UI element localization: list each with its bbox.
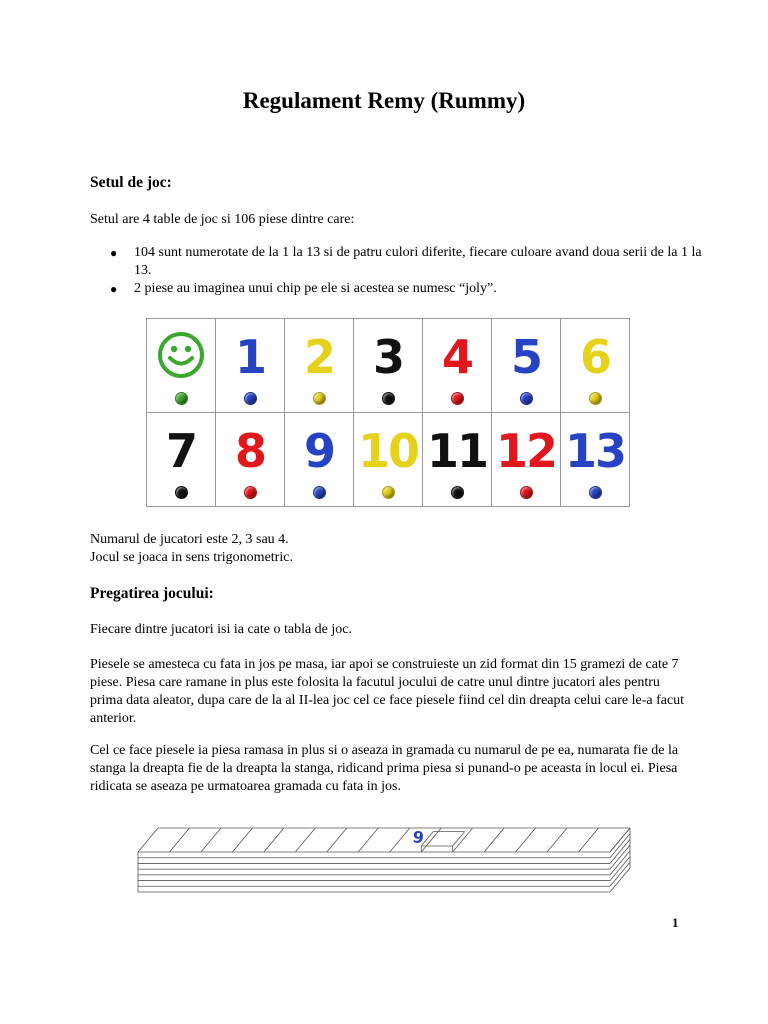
tile [423,319,492,413]
tile-color-dot [520,486,533,499]
tile-color-dot [382,486,395,499]
section-heading-prep: Pregatirea jocului: [90,585,214,602]
list-item: ● 2 piese au imaginea unui chip pe ele si acestea se numesc “joly”. [110,281,497,296]
tile-color-dot [451,486,464,499]
tile-color-dot [520,392,533,405]
tile-number: 3 [372,330,403,384]
tile [354,413,423,507]
tile-color-dot [244,486,257,499]
tile [285,319,354,413]
tile-color-dot [589,486,602,499]
tile [492,413,561,507]
tile-wall-figure [134,816,634,896]
tile [216,319,285,413]
tile-color-dot [589,392,602,405]
tile [423,413,492,507]
tile [147,413,216,507]
prep-para-2: Piesele se amesteca cu fata in jos pe masa, iar apoi se construieste un zid format din 15 gramezi de cate 7 piese. Piesa care ramane in plus este folosita la facutul jocului de catre unul dintre jucatori ales pentru prima data aleator, dupa care de la al II-lea joc cel ce face piesele fiind cel din dreapta celui care le-a facut anterior. [90,657,685,726]
prep-para-3: Cel ce face piesele ia piesa ramasa in plus si o aseaza in gramada cu numarul de pe ea, numarata fie de la stanga la dreapta fie de la dreapta la stanga, ridicand prima piesa si punand-o pe aceasta in locul ei. Piesa ridicata se aseaza pe urmatoarea gramada cu fata in jos. [90,743,679,794]
tile-number: 11 [426,424,487,478]
set-intro: Setul are 4 table de joc si 106 piese dintre care: [90,212,355,227]
tile-number: 2 [303,330,334,384]
tile-number: 6 [579,330,610,384]
tile [147,319,216,413]
smiley-icon [157,331,205,379]
tile-number: 5 [510,330,541,384]
page-number: 1 [672,915,679,930]
tile-color-dot [382,392,395,405]
play-direction: Jocul se joaca in sens trigonometric. [90,550,293,565]
section-heading-set: Setul de joc: [90,174,172,191]
tile [561,413,630,507]
bullet-list [106,244,706,298]
tile [354,319,423,413]
tile-number: 12 [495,424,556,478]
tile [492,319,561,413]
tile [216,413,285,507]
prep-para-1: Fiecare dintre jucatori isi ia cate o tabla de joc. [90,622,352,637]
tile-color-dot [244,392,257,405]
tile-number: 1 [234,330,265,384]
tile-number: 4 [441,330,472,384]
tile-number: 9 [303,424,334,478]
tile-color-dot [451,392,464,405]
tile-number: 10 [357,424,418,478]
tiles-figure [146,318,630,507]
tile-color-dot [313,392,326,405]
tile-number: 7 [165,424,196,478]
tile [561,319,630,413]
tile [285,413,354,507]
tile-color-dot [175,392,188,405]
tile-number: 13 [564,424,625,478]
tile-color-dot [313,486,326,499]
wall-tile-label: 9 [411,827,426,848]
players-count: Numarul de jucatori este 2, 3 sau 4. [90,532,289,547]
tile-number: 8 [234,424,265,478]
tile-color-dot [175,486,188,499]
list-item: ● 104 sunt numerotate de la 1 la 13 si de patru culori diferite, fiecare culoare avand doua serii de la 1 la 13. [110,245,702,278]
document-title: Regulament Remy (Rummy) [242,88,526,113]
